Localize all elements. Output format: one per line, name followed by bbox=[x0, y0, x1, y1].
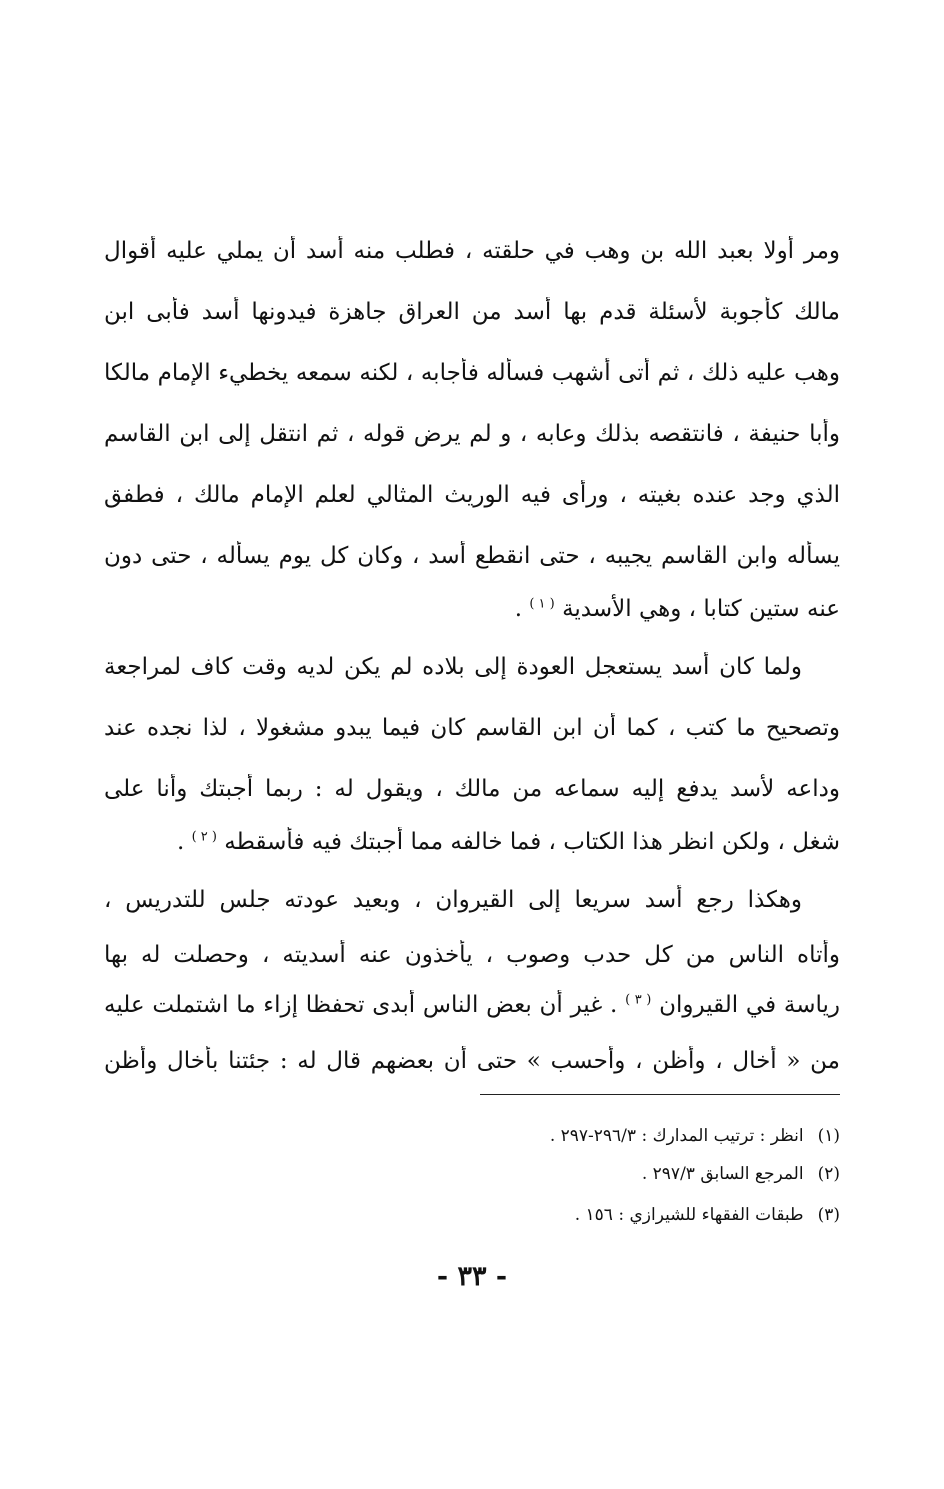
footnote-number: (٣) bbox=[817, 1205, 840, 1225]
period: . bbox=[514, 596, 523, 622]
text-fragment: عنه ستين كتابا ، وهي الأسدية bbox=[562, 596, 840, 622]
text-fragment: شغل ، ولكن انظر هذا الكتاب ، فما خالفه مما أجبتك فيه فأسقطه bbox=[224, 829, 840, 855]
text-line-with-footnote-ref bbox=[515, 594, 840, 624]
footnote-1 bbox=[550, 1124, 840, 1148]
text-fragment: . غير أن بعض الناس أبدى تحفظا إزاء ما اشتملت عليه bbox=[104, 992, 618, 1018]
text-line: الذي وجد عنده بغيته ، ورأى فيه الوريث المثالي لعلم الإمام مالك ، فطفق bbox=[104, 482, 840, 508]
text-line-with-footnote-ref bbox=[177, 827, 840, 857]
text-line: مالك كأجوبة لأسئلة قدم بها أسد من العراق جاهزة فيدونها أسد فأبى ابن bbox=[104, 299, 840, 325]
footnote-number: (١) bbox=[817, 1126, 840, 1146]
text-line: وهب عليه ذلك ، ثم أتى أشهب فسأله فأجابه ، لكنه سمعه يخطيء الإمام مالكا bbox=[104, 360, 840, 386]
text-line: ولما كان أسد يستعجل العودة إلى بلاده لم يكن لديه وقت كاف لمراجعة bbox=[104, 654, 802, 680]
text-line-with-footnote-ref bbox=[104, 990, 840, 1020]
footnote-separator bbox=[480, 1094, 840, 1095]
footnote-text: المرجع السابق ٢٩٧/٣ . bbox=[641, 1164, 804, 1184]
text-line: وتصحيح ما كتب ، كما أن ابن القاسم كان فيما يبدو مشغولا ، لذا نجده عند bbox=[104, 715, 840, 741]
text-line: ومر أولا بعبد الله بن وهب في حلقته ، فطلب منه أسد أن يملي عليه أقوال bbox=[104, 238, 840, 264]
footnote-2 bbox=[642, 1162, 840, 1186]
footnote-ref-3: ( ٣ ) bbox=[625, 992, 652, 1008]
text-line: وداعه لأسد يدفع إليه سماعه من مالك ، ويقول له : ربما أجبتك وأنا على bbox=[104, 776, 840, 802]
footnote-text: طبقات الفقهاء للشيرازي : ١٥٦ . bbox=[574, 1205, 804, 1225]
text-line: يسأله وابن القاسم يجيبه ، حتى انقطع أسد ، وكان كل يوم يسأله ، حتى دون bbox=[104, 543, 840, 569]
text-line: وأبا حنيفة ، فانتقصه بذلك وعابه ، و لم يرض قوله ، ثم انتقل إلى ابن القاسم bbox=[104, 421, 840, 447]
footnote-ref-1: ( ١ ) bbox=[529, 596, 555, 612]
period: . bbox=[176, 829, 185, 855]
footnote-text: انظر : ترتيب المدارك : ٢٩٦/٣-٢٩٧ . bbox=[549, 1126, 804, 1146]
text-line: وهكذا رجع أسد سريعا إلى القيروان ، وبعيد عودته جلس للتدريس ، bbox=[104, 887, 802, 913]
footnote-3 bbox=[575, 1203, 840, 1227]
text-line: وأتاه الناس من كل حدب وصوب ، يأخذون عنه أسديته ، وحصلت له بها bbox=[104, 942, 840, 968]
text-fragment: رياسة في القيروان bbox=[659, 992, 840, 1018]
text-line: من « أخال ، وأظن ، وأحسب » حتى أن بعضهم قال له : جئتنا بأخال وأظن bbox=[104, 1048, 840, 1074]
page-number: - ٣٣ - bbox=[436, 1261, 508, 1292]
footnote-number: (٢) bbox=[817, 1164, 840, 1184]
footnote-ref-2: ( ٢ ) bbox=[191, 829, 217, 845]
